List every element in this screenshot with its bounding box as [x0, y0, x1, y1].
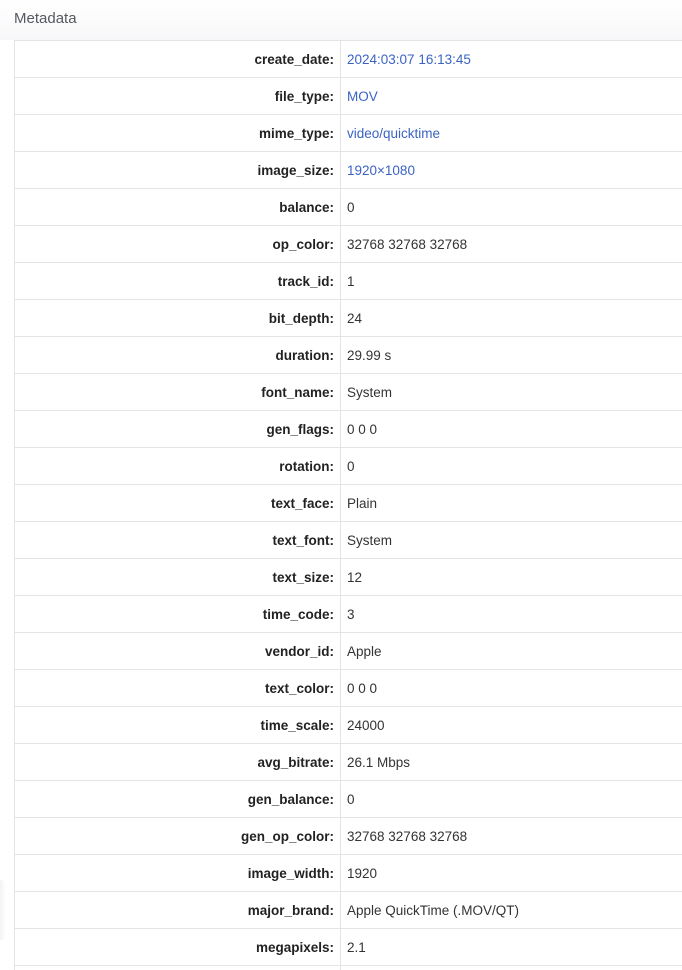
metadata-key: gen_op_color:	[15, 818, 341, 855]
metadata-value: 24	[341, 300, 682, 337]
table-row	[15, 744, 682, 781]
metadata-key: file_type:	[15, 78, 341, 115]
metadata-value: 1	[341, 263, 682, 300]
metadata-key: mime_type:	[15, 115, 341, 152]
metadata-value: Apple	[341, 633, 682, 670]
table-row	[15, 337, 682, 374]
metadata-value: System	[341, 522, 682, 559]
table-row	[15, 300, 682, 337]
metadata-key: track_id:	[15, 263, 341, 300]
table-row	[15, 485, 682, 522]
table-row	[15, 115, 682, 152]
metadata-value: 2.1	[341, 929, 682, 966]
metadata-key: text_font:	[15, 522, 341, 559]
table-row	[15, 448, 682, 485]
table-row	[15, 818, 682, 855]
table-row	[15, 855, 682, 892]
table-row	[15, 152, 682, 189]
metadata-key: text_color:	[15, 670, 341, 707]
metadata-key: balance:	[15, 189, 341, 226]
metadata-key: duration:	[15, 337, 341, 374]
table-row	[15, 633, 682, 670]
table-row	[15, 596, 682, 633]
table-row	[15, 374, 682, 411]
metadata-value: Plain	[341, 485, 682, 522]
table-row	[15, 892, 682, 929]
table-row	[15, 781, 682, 818]
metadata-key: create_date:	[15, 41, 341, 78]
metadata-table	[14, 40, 682, 970]
metadata-value: 32768 32768 32768	[341, 818, 682, 855]
metadata-value: 0	[341, 781, 682, 818]
metadata-value-empty	[341, 966, 682, 970]
metadata-value-link[interactable]: MOV	[341, 78, 682, 115]
metadata-header	[0, 0, 682, 40]
table-row	[15, 707, 682, 744]
table-row	[15, 411, 682, 448]
metadata-key: avg_bitrate:	[15, 744, 341, 781]
metadata-value: 0 0 0	[341, 670, 682, 707]
metadata-key: text_face:	[15, 485, 341, 522]
metadata-value: 24000	[341, 707, 682, 744]
metadata-key: rotation:	[15, 448, 341, 485]
metadata-key: gen_flags:	[15, 411, 341, 448]
table-row	[15, 189, 682, 226]
metadata-key: font_name:	[15, 374, 341, 411]
metadata-key: time_code:	[15, 596, 341, 633]
metadata-key: image_width:	[15, 855, 341, 892]
metadata-key-empty	[15, 966, 341, 970]
metadata-value-link[interactable]: video/quicktime	[341, 115, 682, 152]
metadata-value: 0	[341, 189, 682, 226]
metadata-key: bit_depth:	[15, 300, 341, 337]
metadata-value: 29.99 s	[341, 337, 682, 374]
metadata-value: 32768 32768 32768	[341, 226, 682, 263]
metadata-key: text_size:	[15, 559, 341, 596]
metadata-key: vendor_id:	[15, 633, 341, 670]
metadata-key: major_brand:	[15, 892, 341, 929]
table-row	[15, 929, 682, 966]
metadata-value: Apple QuickTime (.MOV/QT)	[341, 892, 682, 929]
metadata-value: 12	[341, 559, 682, 596]
metadata-value: 1920	[341, 855, 682, 892]
metadata-value: 26.1 Mbps	[341, 744, 682, 781]
table-row	[15, 559, 682, 596]
metadata-key: megapixels:	[15, 929, 341, 966]
metadata-value: System	[341, 374, 682, 411]
metadata-value-link[interactable]: 1920×1080	[341, 152, 682, 189]
table-row	[15, 41, 682, 78]
metadata-key: time_scale:	[15, 707, 341, 744]
edge-shadow	[0, 880, 6, 940]
metadata-value: 0 0 0	[341, 411, 682, 448]
table-row	[15, 78, 682, 115]
table-row	[15, 226, 682, 263]
table-row-partial	[15, 966, 682, 970]
metadata-key: gen_balance:	[15, 781, 341, 818]
metadata-title: Metadata	[14, 9, 77, 27]
metadata-value-link[interactable]: 2024:03:07 16:13:45	[341, 41, 682, 78]
metadata-key: image_size:	[15, 152, 341, 189]
table-row	[15, 263, 682, 300]
metadata-key: op_color:	[15, 226, 341, 263]
table-row	[15, 670, 682, 707]
metadata-value: 3	[341, 596, 682, 633]
metadata-value: 0	[341, 448, 682, 485]
table-row	[15, 522, 682, 559]
